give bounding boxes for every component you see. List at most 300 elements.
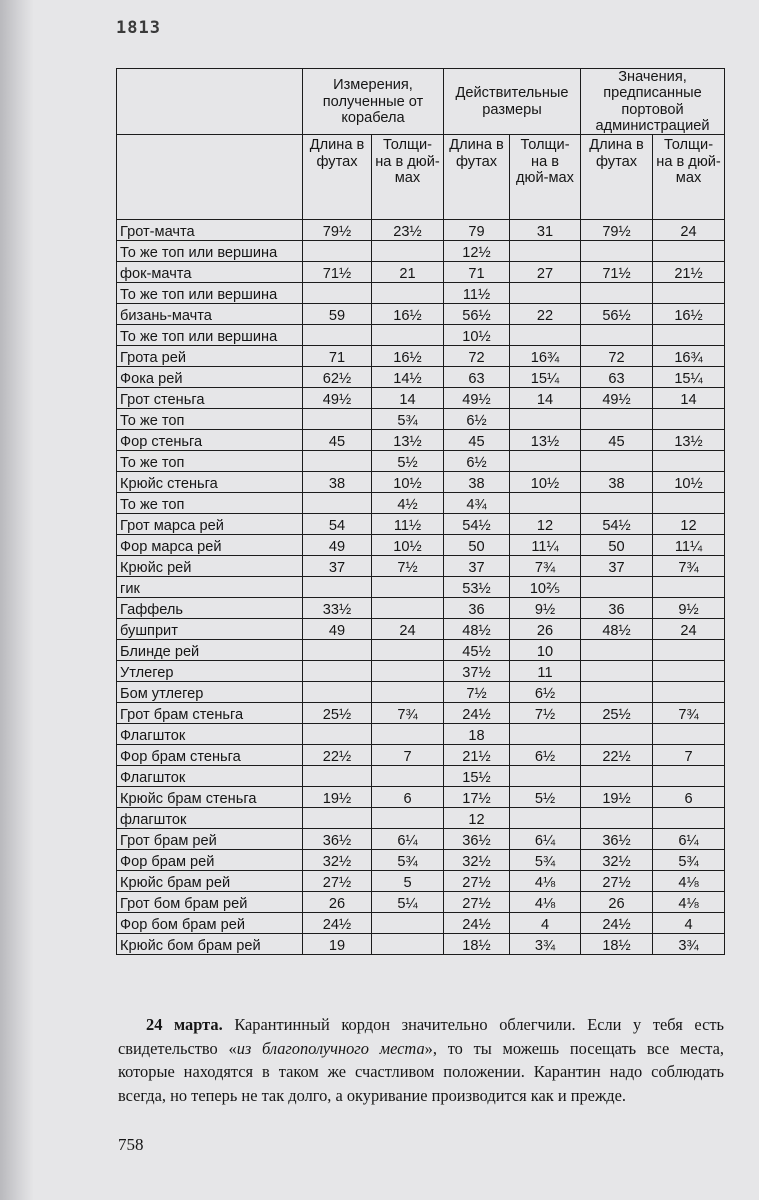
row-label-cell: То же топ bbox=[117, 451, 303, 472]
actual-length-cell: 17½ bbox=[444, 787, 510, 808]
admin-length-cell: 71½ bbox=[581, 262, 653, 283]
shipbuilder-thickness-cell: 14½ bbox=[372, 367, 444, 388]
admin-thickness-cell bbox=[653, 451, 725, 472]
actual-length-cell: 50 bbox=[444, 535, 510, 556]
actual-length-cell: 48½ bbox=[444, 619, 510, 640]
table-row bbox=[117, 283, 725, 304]
row-label-cell: флагшток bbox=[117, 808, 303, 829]
table-row bbox=[117, 829, 725, 850]
shipbuilder-thickness-cell: 5¾ bbox=[372, 850, 444, 871]
table-row bbox=[117, 703, 725, 724]
actual-length-cell: 4¾ bbox=[444, 493, 510, 514]
actual-thickness-cell: 11¼ bbox=[510, 535, 581, 556]
admin-length-cell bbox=[581, 493, 653, 514]
table-row bbox=[117, 304, 725, 325]
actual-thickness-cell: 5¾ bbox=[510, 850, 581, 871]
admin-thickness-cell: 6 bbox=[653, 787, 725, 808]
actual-length-cell: 79 bbox=[444, 220, 510, 241]
page-number: 758 bbox=[118, 1135, 144, 1154]
actual-thickness-cell: 22 bbox=[510, 304, 581, 325]
admin-thickness-cell bbox=[653, 577, 725, 598]
admin-thickness-cell: 24 bbox=[653, 619, 725, 640]
shipbuilder-thickness-cell: 5¼ bbox=[372, 892, 444, 913]
actual-thickness-cell bbox=[510, 808, 581, 829]
actual-thickness-cell: 13½ bbox=[510, 430, 581, 451]
admin-thickness-cell: 4 bbox=[653, 913, 725, 934]
table-row bbox=[117, 514, 725, 535]
shipbuilder-length-cell: 59 bbox=[303, 304, 372, 325]
shipbuilder-length-cell bbox=[303, 451, 372, 472]
table-row bbox=[117, 913, 725, 934]
actual-thickness-cell: 4⅛ bbox=[510, 892, 581, 913]
shipbuilder-thickness-cell: 6¼ bbox=[372, 829, 444, 850]
table-row bbox=[117, 577, 725, 598]
table-row bbox=[117, 472, 725, 493]
admin-length-cell: 48½ bbox=[581, 619, 653, 640]
actual-length-cell: 53½ bbox=[444, 577, 510, 598]
admin-thickness-cell: 14 bbox=[653, 388, 725, 409]
mast-dimensions-table bbox=[116, 68, 725, 955]
row-label-cell: Крюйс рей bbox=[117, 556, 303, 577]
shipbuilder-thickness-cell: 4½ bbox=[372, 493, 444, 514]
shipbuilder-thickness-cell: 10½ bbox=[372, 535, 444, 556]
row-label-cell: То же топ bbox=[117, 493, 303, 514]
admin-thickness-cell: 7¾ bbox=[653, 703, 725, 724]
actual-thickness-cell: 5½ bbox=[510, 787, 581, 808]
admin-length-cell bbox=[581, 241, 653, 262]
row-label-cell: Грот брам рей bbox=[117, 829, 303, 850]
row-label-header-cell bbox=[117, 135, 303, 220]
shipbuilder-thickness-cell: 23½ bbox=[372, 220, 444, 241]
table-group-header-row bbox=[117, 69, 725, 135]
row-label-cell: Блинде рей bbox=[117, 640, 303, 661]
actual-length-cell: 72 bbox=[444, 346, 510, 367]
row-label-cell: гик bbox=[117, 577, 303, 598]
row-label-cell: Фор брам рей bbox=[117, 850, 303, 871]
table-row bbox=[117, 367, 725, 388]
admin-thickness-cell: 13½ bbox=[653, 430, 725, 451]
admin-thickness-cell: 15¼ bbox=[653, 367, 725, 388]
entry-date: 24 марта. bbox=[146, 1015, 223, 1034]
admin-length-cell bbox=[581, 409, 653, 430]
subheader-length: Длина в футах bbox=[444, 135, 510, 220]
shipbuilder-length-cell bbox=[303, 808, 372, 829]
admin-length-cell: 22½ bbox=[581, 745, 653, 766]
diary-entry-paragraph bbox=[118, 1013, 724, 1107]
admin-length-cell: 18½ bbox=[581, 934, 653, 955]
actual-length-cell: 45 bbox=[444, 430, 510, 451]
shipbuilder-thickness-cell: 24 bbox=[372, 619, 444, 640]
admin-length-cell: 32½ bbox=[581, 850, 653, 871]
row-label-cell: То же топ или вершина bbox=[117, 241, 303, 262]
shipbuilder-length-cell bbox=[303, 724, 372, 745]
shipbuilder-thickness-cell bbox=[372, 283, 444, 304]
admin-thickness-cell: 9½ bbox=[653, 598, 725, 619]
admin-length-cell: 56½ bbox=[581, 304, 653, 325]
actual-length-cell: 27½ bbox=[444, 892, 510, 913]
shipbuilder-length-cell: 71½ bbox=[303, 262, 372, 283]
actual-thickness-cell bbox=[510, 409, 581, 430]
admin-thickness-cell: 7 bbox=[653, 745, 725, 766]
row-label-cell: То же топ bbox=[117, 409, 303, 430]
shipbuilder-thickness-cell: 7½ bbox=[372, 556, 444, 577]
row-label-cell: фок-мачта bbox=[117, 262, 303, 283]
shipbuilder-length-cell: 26 bbox=[303, 892, 372, 913]
row-label-cell: Грот стеньга bbox=[117, 388, 303, 409]
admin-thickness-cell bbox=[653, 661, 725, 682]
table-row bbox=[117, 598, 725, 619]
admin-length-cell: 24½ bbox=[581, 913, 653, 934]
row-label-cell: Фор бом брам рей bbox=[117, 913, 303, 934]
admin-length-cell bbox=[581, 766, 653, 787]
row-label-cell: Фор стеньга bbox=[117, 430, 303, 451]
shipbuilder-thickness-cell bbox=[372, 661, 444, 682]
actual-thickness-cell bbox=[510, 325, 581, 346]
admin-length-cell bbox=[581, 682, 653, 703]
table-row bbox=[117, 787, 725, 808]
actual-thickness-cell: 3¾ bbox=[510, 934, 581, 955]
shipbuilder-thickness-cell: 5¾ bbox=[372, 409, 444, 430]
shipbuilder-length-cell bbox=[303, 682, 372, 703]
actual-thickness-cell: 10½ bbox=[510, 472, 581, 493]
shipbuilder-length-cell: 45 bbox=[303, 430, 372, 451]
actual-length-cell: 7½ bbox=[444, 682, 510, 703]
entry-text-before: Карантинный кордон значительно облегчили. Если у тебя есть свидетельство « bbox=[118, 1015, 724, 1058]
admin-length-cell: 45 bbox=[581, 430, 653, 451]
shipbuilder-thickness-cell bbox=[372, 325, 444, 346]
actual-length-cell: 38 bbox=[444, 472, 510, 493]
admin-length-cell bbox=[581, 640, 653, 661]
row-label-cell: Крюйс брам стеньга bbox=[117, 787, 303, 808]
shipbuilder-thickness-cell: 7 bbox=[372, 745, 444, 766]
actual-thickness-cell bbox=[510, 766, 581, 787]
actual-length-cell: 11½ bbox=[444, 283, 510, 304]
table-row bbox=[117, 892, 725, 913]
actual-thickness-cell bbox=[510, 724, 581, 745]
subheader-thickness: Толщи-на в дюй-мах bbox=[510, 135, 581, 220]
shipbuilder-thickness-cell: 10½ bbox=[372, 472, 444, 493]
shipbuilder-length-cell: 22½ bbox=[303, 745, 372, 766]
actual-thickness-cell: 11 bbox=[510, 661, 581, 682]
shipbuilder-thickness-cell: 5½ bbox=[372, 451, 444, 472]
row-label-cell: Фор брам стеньга bbox=[117, 745, 303, 766]
table-row bbox=[117, 682, 725, 703]
actual-length-cell: 6½ bbox=[444, 409, 510, 430]
table-row bbox=[117, 220, 725, 241]
shipbuilder-length-cell: 62½ bbox=[303, 367, 372, 388]
shipbuilder-length-cell: 19½ bbox=[303, 787, 372, 808]
admin-thickness-cell bbox=[653, 682, 725, 703]
actual-length-cell: 21½ bbox=[444, 745, 510, 766]
admin-length-cell: 37 bbox=[581, 556, 653, 577]
actual-length-cell: 18 bbox=[444, 724, 510, 745]
actual-length-cell: 49½ bbox=[444, 388, 510, 409]
admin-length-cell: 49½ bbox=[581, 388, 653, 409]
admin-length-cell: 79½ bbox=[581, 220, 653, 241]
row-label-cell: бушприт bbox=[117, 619, 303, 640]
subheader-length: Длина в футах bbox=[303, 135, 372, 220]
admin-length-cell: 38 bbox=[581, 472, 653, 493]
admin-length-cell: 54½ bbox=[581, 514, 653, 535]
table-row bbox=[117, 535, 725, 556]
row-label-cell: бизань-мачта bbox=[117, 304, 303, 325]
row-label-cell: То же топ или вершина bbox=[117, 283, 303, 304]
admin-thickness-cell: 12 bbox=[653, 514, 725, 535]
shipbuilder-thickness-cell: 13½ bbox=[372, 430, 444, 451]
admin-length-cell: 27½ bbox=[581, 871, 653, 892]
shipbuilder-length-cell: 32½ bbox=[303, 850, 372, 871]
row-label-cell: Фор марса рей bbox=[117, 535, 303, 556]
admin-thickness-cell: 11¼ bbox=[653, 535, 725, 556]
actual-thickness-cell bbox=[510, 493, 581, 514]
row-label-cell: То же топ или вершина bbox=[117, 325, 303, 346]
actual-length-cell: 45½ bbox=[444, 640, 510, 661]
actual-length-cell: 71 bbox=[444, 262, 510, 283]
actual-length-cell: 24½ bbox=[444, 703, 510, 724]
actual-length-cell: 63 bbox=[444, 367, 510, 388]
actual-thickness-cell: 4⅛ bbox=[510, 871, 581, 892]
table-row bbox=[117, 451, 725, 472]
actual-thickness-cell: 27 bbox=[510, 262, 581, 283]
actual-thickness-cell: 6½ bbox=[510, 745, 581, 766]
admin-thickness-cell: 5¾ bbox=[653, 850, 725, 871]
shipbuilder-length-cell: 71 bbox=[303, 346, 372, 367]
actual-thickness-cell: 10⅖ bbox=[510, 577, 581, 598]
admin-length-cell bbox=[581, 577, 653, 598]
shipbuilder-length-cell bbox=[303, 640, 372, 661]
row-label-cell: Фока рей bbox=[117, 367, 303, 388]
shipbuilder-length-cell bbox=[303, 493, 372, 514]
actual-thickness-cell: 15¼ bbox=[510, 367, 581, 388]
shipbuilder-length-cell: 27½ bbox=[303, 871, 372, 892]
actual-length-cell: 32½ bbox=[444, 850, 510, 871]
shipbuilder-length-cell: 49½ bbox=[303, 388, 372, 409]
table-row bbox=[117, 409, 725, 430]
table-subheader-row bbox=[117, 135, 725, 220]
shipbuilder-length-cell: 79½ bbox=[303, 220, 372, 241]
actual-thickness-cell: 31 bbox=[510, 220, 581, 241]
shipbuilder-length-cell bbox=[303, 283, 372, 304]
actual-thickness-cell: 7½ bbox=[510, 703, 581, 724]
actual-length-cell: 36½ bbox=[444, 829, 510, 850]
subheader-thickness: Толщи-на в дюй-мах bbox=[372, 135, 444, 220]
actual-thickness-cell: 10 bbox=[510, 640, 581, 661]
table-row bbox=[117, 871, 725, 892]
shipbuilder-thickness-cell bbox=[372, 766, 444, 787]
row-label-cell: Крюйс брам рей bbox=[117, 871, 303, 892]
subheader-thickness: Толщи-на в дюй-мах bbox=[653, 135, 725, 220]
admin-thickness-cell bbox=[653, 409, 725, 430]
admin-thickness-cell: 16½ bbox=[653, 304, 725, 325]
shipbuilder-thickness-cell bbox=[372, 598, 444, 619]
table-row bbox=[117, 241, 725, 262]
admin-length-cell bbox=[581, 451, 653, 472]
table-row bbox=[117, 724, 725, 745]
admin-length-cell: 63 bbox=[581, 367, 653, 388]
actual-length-cell: 37½ bbox=[444, 661, 510, 682]
shipbuilder-length-cell bbox=[303, 325, 372, 346]
actual-thickness-cell: 7¾ bbox=[510, 556, 581, 577]
admin-thickness-cell: 3¾ bbox=[653, 934, 725, 955]
admin-thickness-cell bbox=[653, 640, 725, 661]
shipbuilder-length-cell: 33½ bbox=[303, 598, 372, 619]
group-header-port-admin: Значения, предписанные портовой администрацией bbox=[581, 69, 725, 135]
admin-thickness-cell: 6¼ bbox=[653, 829, 725, 850]
row-label-cell: Грот брам стеньга bbox=[117, 703, 303, 724]
table-row bbox=[117, 619, 725, 640]
row-label-cell: Флагшток bbox=[117, 766, 303, 787]
admin-thickness-cell: 21½ bbox=[653, 262, 725, 283]
table-row bbox=[117, 661, 725, 682]
row-label-cell: Грот-мачта bbox=[117, 220, 303, 241]
shipbuilder-thickness-cell bbox=[372, 724, 444, 745]
actual-thickness-cell bbox=[510, 283, 581, 304]
table-row bbox=[117, 934, 725, 955]
actual-thickness-cell: 9½ bbox=[510, 598, 581, 619]
shipbuilder-length-cell bbox=[303, 409, 372, 430]
actual-length-cell: 18½ bbox=[444, 934, 510, 955]
actual-thickness-cell: 4 bbox=[510, 913, 581, 934]
shipbuilder-thickness-cell bbox=[372, 934, 444, 955]
shipbuilder-length-cell: 25½ bbox=[303, 703, 372, 724]
admin-thickness-cell bbox=[653, 493, 725, 514]
actual-length-cell: 37 bbox=[444, 556, 510, 577]
table-row bbox=[117, 430, 725, 451]
entry-text-after: », то ты можешь посещать все места, которые находятся в таком же счастливом положении. Карантин надо соблюдать всегда, но теперь не так долго, а окуривание производится как и прежде. bbox=[118, 1038, 725, 1105]
actual-thickness-cell: 12 bbox=[510, 514, 581, 535]
shipbuilder-thickness-cell bbox=[372, 640, 444, 661]
actual-length-cell: 15½ bbox=[444, 766, 510, 787]
group-header-actual: Действительные размеры bbox=[444, 69, 581, 135]
row-label-cell: Грот бом брам рей bbox=[117, 892, 303, 913]
admin-thickness-cell: 16¾ bbox=[653, 346, 725, 367]
row-label-cell: Грота рей bbox=[117, 346, 303, 367]
actual-length-cell: 36 bbox=[444, 598, 510, 619]
row-label-cell: Утлегер bbox=[117, 661, 303, 682]
shipbuilder-thickness-cell bbox=[372, 577, 444, 598]
table-row bbox=[117, 556, 725, 577]
actual-length-cell: 54½ bbox=[444, 514, 510, 535]
shipbuilder-length-cell: 49 bbox=[303, 535, 372, 556]
row-label-cell: Флагшток bbox=[117, 724, 303, 745]
table-row bbox=[117, 766, 725, 787]
admin-thickness-cell bbox=[653, 241, 725, 262]
admin-thickness-cell bbox=[653, 724, 725, 745]
admin-length-cell: 25½ bbox=[581, 703, 653, 724]
shipbuilder-length-cell bbox=[303, 766, 372, 787]
actual-length-cell: 10½ bbox=[444, 325, 510, 346]
actual-thickness-cell: 26 bbox=[510, 619, 581, 640]
shipbuilder-thickness-cell: 7¾ bbox=[372, 703, 444, 724]
row-label-cell: Грот марса рей bbox=[117, 514, 303, 535]
admin-length-cell: 19½ bbox=[581, 787, 653, 808]
table-row bbox=[117, 493, 725, 514]
actual-length-cell: 27½ bbox=[444, 871, 510, 892]
shipbuilder-thickness-cell: 14 bbox=[372, 388, 444, 409]
shipbuilder-thickness-cell bbox=[372, 808, 444, 829]
shipbuilder-length-cell: 54 bbox=[303, 514, 372, 535]
subheader-length: Длина в футах bbox=[581, 135, 653, 220]
admin-length-cell bbox=[581, 724, 653, 745]
row-label-cell: Крюйс бом брам рей bbox=[117, 934, 303, 955]
table-body bbox=[117, 220, 725, 955]
running-header-year: 1813 bbox=[116, 18, 161, 38]
shipbuilder-length-cell: 24½ bbox=[303, 913, 372, 934]
table-row bbox=[117, 346, 725, 367]
admin-thickness-cell bbox=[653, 766, 725, 787]
actual-length-cell: 6½ bbox=[444, 451, 510, 472]
admin-length-cell: 50 bbox=[581, 535, 653, 556]
actual-length-cell: 56½ bbox=[444, 304, 510, 325]
actual-thickness-cell: 6¼ bbox=[510, 829, 581, 850]
table-row bbox=[117, 388, 725, 409]
actual-thickness-cell: 6½ bbox=[510, 682, 581, 703]
corner-cell bbox=[117, 69, 303, 135]
table-row bbox=[117, 850, 725, 871]
admin-thickness-cell: 10½ bbox=[653, 472, 725, 493]
admin-thickness-cell: 24 bbox=[653, 220, 725, 241]
admin-length-cell: 36½ bbox=[581, 829, 653, 850]
admin-thickness-cell: 4⅛ bbox=[653, 871, 725, 892]
actual-thickness-cell: 14 bbox=[510, 388, 581, 409]
admin-length-cell bbox=[581, 283, 653, 304]
actual-length-cell: 24½ bbox=[444, 913, 510, 934]
admin-thickness-cell: 7¾ bbox=[653, 556, 725, 577]
shipbuilder-length-cell: 38 bbox=[303, 472, 372, 493]
table-row bbox=[117, 325, 725, 346]
shipbuilder-thickness-cell bbox=[372, 682, 444, 703]
shipbuilder-thickness-cell: 21 bbox=[372, 262, 444, 283]
admin-length-cell bbox=[581, 661, 653, 682]
admin-thickness-cell: 4⅛ bbox=[653, 892, 725, 913]
row-label-cell: Крюйс стеньга bbox=[117, 472, 303, 493]
actual-thickness-cell: 16¾ bbox=[510, 346, 581, 367]
admin-length-cell: 36 bbox=[581, 598, 653, 619]
shipbuilder-length-cell: 49 bbox=[303, 619, 372, 640]
group-header-shipbuilder: Измерения, полученные от корабела bbox=[303, 69, 444, 135]
shipbuilder-thickness-cell: 6 bbox=[372, 787, 444, 808]
shipbuilder-length-cell bbox=[303, 577, 372, 598]
admin-length-cell: 26 bbox=[581, 892, 653, 913]
admin-thickness-cell bbox=[653, 283, 725, 304]
row-label-cell: Гаффель bbox=[117, 598, 303, 619]
shipbuilder-length-cell: 19 bbox=[303, 934, 372, 955]
actual-length-cell: 12½ bbox=[444, 241, 510, 262]
shipbuilder-length-cell bbox=[303, 241, 372, 262]
shipbuilder-length-cell: 36½ bbox=[303, 829, 372, 850]
admin-thickness-cell bbox=[653, 325, 725, 346]
book-spine-shadow bbox=[0, 0, 34, 1200]
admin-length-cell: 72 bbox=[581, 346, 653, 367]
admin-length-cell bbox=[581, 325, 653, 346]
table-row bbox=[117, 640, 725, 661]
actual-thickness-cell bbox=[510, 451, 581, 472]
actual-thickness-cell bbox=[510, 241, 581, 262]
table-row bbox=[117, 745, 725, 766]
shipbuilder-length-cell bbox=[303, 661, 372, 682]
shipbuilder-thickness-cell: 5 bbox=[372, 871, 444, 892]
shipbuilder-thickness-cell: 16½ bbox=[372, 304, 444, 325]
table-row bbox=[117, 808, 725, 829]
actual-length-cell: 12 bbox=[444, 808, 510, 829]
shipbuilder-length-cell: 37 bbox=[303, 556, 372, 577]
table-row bbox=[117, 262, 725, 283]
shipbuilder-thickness-cell: 16½ bbox=[372, 346, 444, 367]
shipbuilder-thickness-cell bbox=[372, 913, 444, 934]
shipbuilder-thickness-cell bbox=[372, 241, 444, 262]
row-label-cell: Бом утлегер bbox=[117, 682, 303, 703]
admin-thickness-cell bbox=[653, 808, 725, 829]
